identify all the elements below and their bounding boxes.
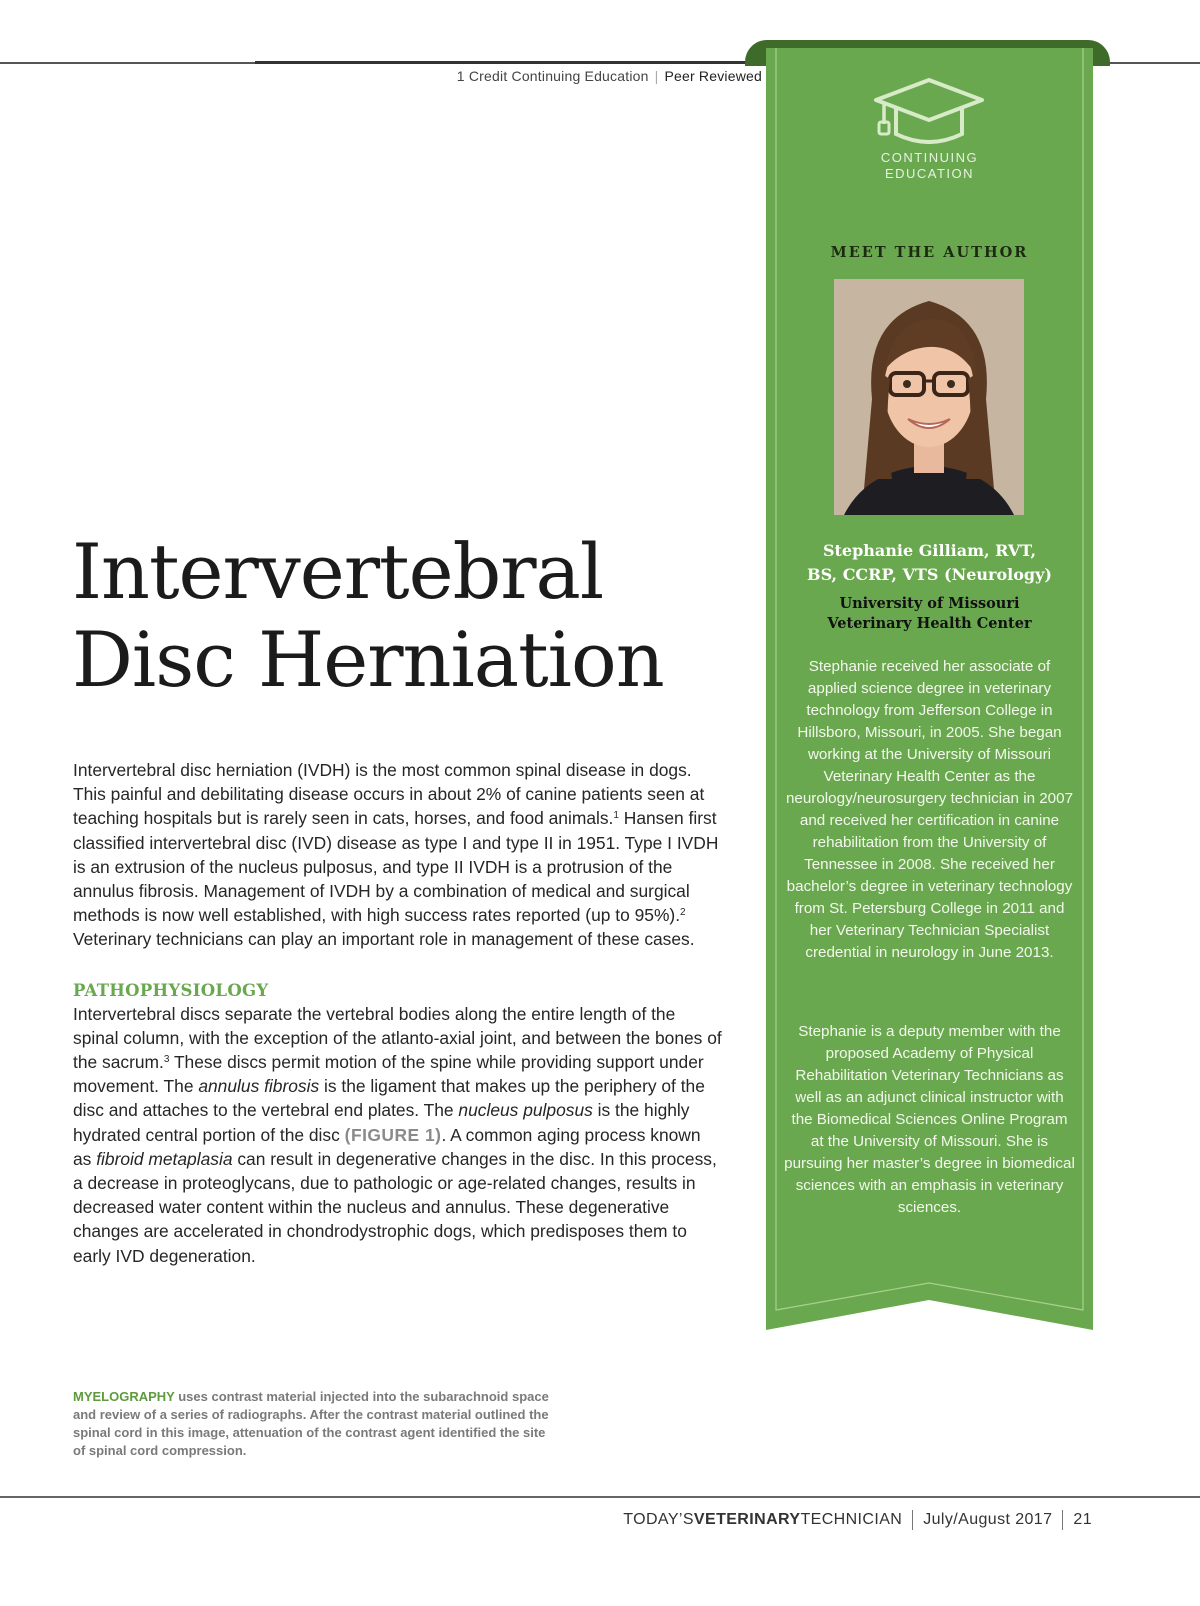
intro-text-1: Intervertebral disc herniation (IVDH) is the most common spinal disease in dogs. This painful and debilitating disease occurs in about 2% of canine patients seen at teaching hospitals but is rarely seen in cats, horses, and food animals. <box>73 760 705 829</box>
author-name <box>766 539 1093 587</box>
author-bio-paragraph-2: Stephanie is a deputy member with the proposed Academy of Physical Rehabilitation Veterinary Technicians as well as an adjunct clinical instructor with the Biomedical Sciences Online Program at the University of Missouri. She is pursuing her master’s degree in biomedical sciences with an emphasis in veterinary sciences. <box>784 1023 1075 1216</box>
affiliation-line-1: University of Missouri <box>839 595 1020 612</box>
affiliation-line-2: Veterinary Health Center <box>827 615 1032 632</box>
brand-prefix: TODAY’S <box>623 1511 694 1528</box>
author-affiliation <box>766 594 1093 634</box>
patho-text-1: Intervertebral discs separate the vertebral bodies along the entire length of the spinal column, with the exception of the atlanto-axial joint, and between the bones of the sacrum. <box>73 1003 722 1073</box>
graduation-cap-icon <box>872 76 986 144</box>
intro-text-2: Hansen first classified intervertebral disc (IVD) disease as type I and type II in 1951. Type I IVDH is an extrusion of the nucleus pulposus, and type II IVDH is a protrusion of the annulus fibrosis. Management of IVDH by a combination of medical and surgical methods is now well established, with high success rates reported (up to 95%). <box>73 808 719 926</box>
continuing-education-label <box>766 150 1093 182</box>
figure-reference[interactable]: (FIGURE 1) <box>344 1124 442 1145</box>
footer-divider <box>912 1510 913 1530</box>
brand-bold: VETERINARY <box>693 1511 801 1528</box>
ce-line-1: CONTINUING <box>880 150 979 165</box>
author-photo <box>834 279 1024 515</box>
meet-the-author-heading: MEET THE AUTHOR <box>830 244 1029 261</box>
author-name-line-2: BS, CCRP, VTS (Neurology) <box>807 565 1052 584</box>
credit-label: 1 Credit Continuing Education <box>456 68 649 84</box>
footer-divider <box>1062 1510 1063 1530</box>
section-heading: PATHOPHYSIOLOGY <box>73 980 269 1000</box>
title-line-2: Disc Herniation <box>72 615 664 704</box>
header-separator: | <box>654 68 659 84</box>
patho-text-5: . A common aging process known as <box>73 1124 701 1169</box>
peer-reviewed-label: Peer Reviewed <box>664 68 762 84</box>
patho-text-4: is the highly hydrated central portion of the disc <box>73 1100 690 1145</box>
patho-text-2: These discs permit motion of the spine while providing support under movement. The <box>73 1052 704 1097</box>
publication-name <box>623 1511 902 1529</box>
term-annulus-fibrosis: annulus fibrosis <box>198 1076 320 1097</box>
term-nucleus-pulposus: nucleus pulposus <box>458 1100 593 1121</box>
brand-suffix: TECHNICIAN <box>800 1511 903 1528</box>
caption-text: uses contrast material injected into the subarachnoid space and review of a series of radiographs. After the contrast material outlined the spinal cord in this image, attenuation of the contrast agent identified the site of spinal cord compression. <box>73 1389 549 1458</box>
pathophysiology-paragraph <box>73 1002 723 1268</box>
patho-text-6: can result in degenerative changes in the disc. In this process, a decrease in proteoglycans, due to pathologic or age-related changes, results in decreased water content within the nucleus and annulus. These degenerative changes are accelerated in chondrodystrophic dogs, which predisposes them to early IVD degeneration. <box>73 1148 717 1266</box>
author-portrait <box>834 279 1024 515</box>
article-body <box>73 758 723 1268</box>
header-meta <box>380 68 762 84</box>
article-title <box>72 528 712 704</box>
page-number: 21 <box>1073 1511 1092 1528</box>
ce-line-2: EDUCATION <box>884 166 975 181</box>
figure-caption <box>73 1388 553 1460</box>
page-footer <box>623 1510 1092 1530</box>
bottom-rule <box>0 1496 1200 1498</box>
intro-paragraph <box>73 758 723 952</box>
author-bio-paragraph-1: Stephanie received her associate of applied science degree in veterinary technology from Jefferson College in Hillsboro, Missouri, in 2005. She began working at the University of Missouri Veterinary Health Center as the neurology/neurosurgery technician in 2007 and received her certification in canine rehabilitation from the University of Tennessee in 2008. She received her bachelor’s degree in veterinary technology from St. Petersburg College in 2011 and her Veterinary Technician Specialist credential in neurology in June 2013. <box>785 658 1074 961</box>
term-fibroid-metaplasia: fibroid metaplasia <box>96 1148 233 1169</box>
patho-text-3: is the ligament that makes up the periphery of the disc and attaches to the vertebral end plates. The <box>73 1076 705 1121</box>
title-line-1: Intervertebral <box>72 527 604 616</box>
citation-3[interactable]: 3 <box>163 1054 170 1066</box>
author-sidebar <box>766 48 1093 1330</box>
caption-lead: MYELOGRAPHY <box>73 1389 175 1404</box>
intro-text-3: Veterinary technicians can play an important role in management of these cases. <box>73 929 695 950</box>
issue-date: July/August 2017 <box>923 1511 1053 1528</box>
citation-2[interactable]: 2 <box>680 907 686 919</box>
top-rule-accent <box>255 61 765 64</box>
author-name-line-1: Stephanie Gilliam, RVT, <box>822 541 1037 560</box>
citation-1[interactable]: 1 <box>613 810 619 822</box>
